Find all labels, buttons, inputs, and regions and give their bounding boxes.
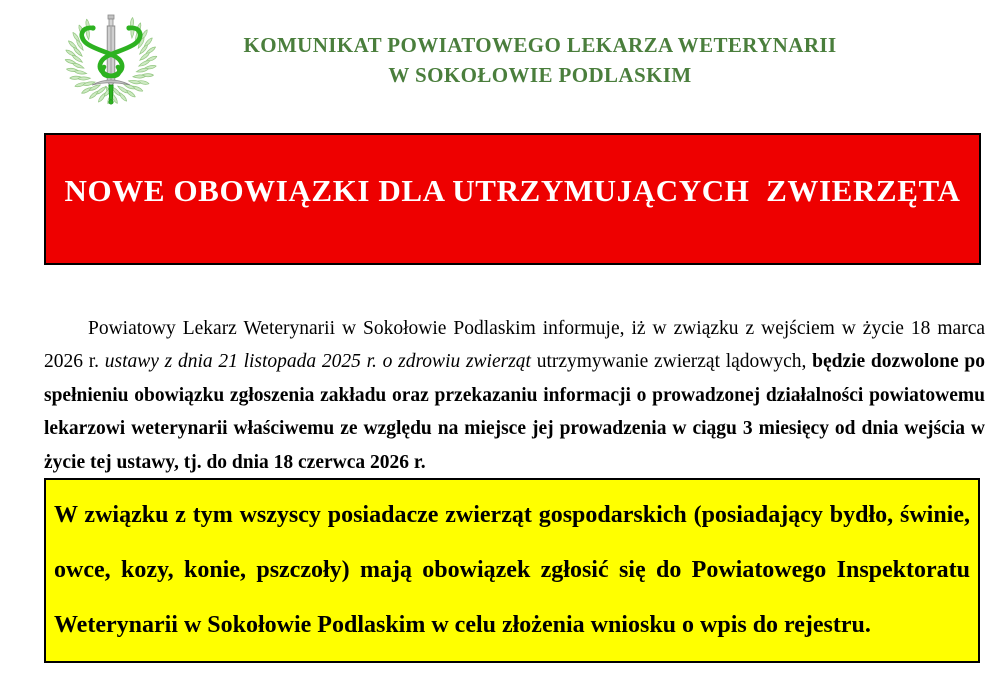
header-title-line2: W SOKOŁOWIE PODLASKIM bbox=[388, 63, 692, 87]
banner-title: NOWE OBOWIĄZKI DLA UTRZYMUJĄCYCH ZWIERZĘTA bbox=[64, 173, 961, 208]
yellow-notice-box bbox=[44, 478, 980, 663]
red-alert-banner bbox=[44, 133, 981, 265]
header-title-line1: KOMUNIKAT POWIATOWEGO LEKARZA WETERYNARII bbox=[243, 33, 837, 57]
paragraph-segment-normal-2: utrzymywanie zwierząt lądowych, bbox=[536, 351, 813, 372]
notice-text: W związku z tym wszyscy posiadacze zwierząt gospodarskich (posiadający bydło, świnie, owce, kozy, konie, pszczoły) mają obowiązek zgłosić się do Powiatowego Inspektoratu Weterynarii w Sokołowie Podlaskim w celu złożenia wniosku o wpis do rejestru. bbox=[54, 502, 970, 638]
paragraph-segment-normal-1: Powiatowy Lekarz Weterynarii w Sokołowie Podlaskim informuje, iż w związku z wejściem w życie 18 marca 2026 r. bbox=[44, 317, 985, 372]
body-paragraph bbox=[44, 312, 985, 480]
paragraph-segment-bold: będzie dozwolone po spełnieniu obowiązku zgłoszenia zakładu oraz przekazaniu informacji o prowadzonej działalności powiatowemu lekarzowi weterynarii właściwemu ze względu na miejsce jej prowadzenia w ciągu 3 miesięcy od dnia wejścia w życie tej ustawy, tj. do dnia 18 czerwca 2026 r. bbox=[44, 351, 986, 473]
paragraph-segment-italic: ustawy z dnia 21 listopada 2025 r. o zdrowiu zwierząt bbox=[104, 351, 537, 372]
document-header bbox=[74, 30, 1006, 90]
